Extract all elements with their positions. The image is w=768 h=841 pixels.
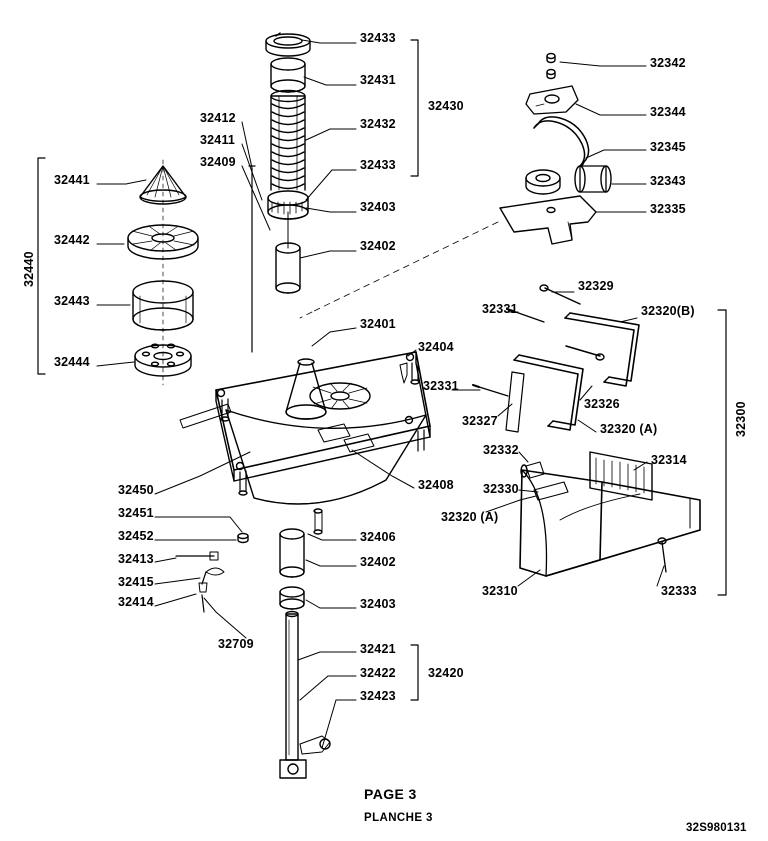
callout-32441: 32441 <box>54 173 90 187</box>
callout-32452: 32452 <box>118 529 154 543</box>
callout-32443: 32443 <box>54 294 90 308</box>
callout-32406: 32406 <box>360 530 396 544</box>
callout-32432: 32432 <box>360 117 396 131</box>
callout-32401: 32401 <box>360 317 396 331</box>
callout-32402-upper: 32402 <box>360 239 396 253</box>
callout-32331-left: 32331 <box>423 379 459 393</box>
callout-32402-lower: 32402 <box>360 555 396 569</box>
callout-32329: 32329 <box>578 279 614 293</box>
callout-32423: 32423 <box>360 689 396 703</box>
page-subtitle: PLANCHE 3 <box>364 812 433 824</box>
callout-32331-right: 32331 <box>482 302 518 316</box>
callout-32403-upper: 32403 <box>360 200 396 214</box>
callout-32420-group: 32420 <box>428 666 464 680</box>
callout-32310: 32310 <box>482 584 518 598</box>
callout-32450: 32450 <box>118 483 154 497</box>
callout-32314: 32314 <box>651 453 687 467</box>
callout-32430-group: 32430 <box>428 99 464 113</box>
callout-32431: 32431 <box>360 73 396 87</box>
page-title: PAGE 3 <box>364 786 417 802</box>
document-code: 32S980131 <box>686 822 747 834</box>
callout-32451: 32451 <box>118 506 154 520</box>
callout-32345: 32345 <box>650 140 686 154</box>
callout-32327: 32327 <box>462 414 498 428</box>
callout-32330: 32330 <box>483 482 519 496</box>
callout-32412: 32412 <box>200 111 236 125</box>
callout-32415: 32415 <box>118 575 154 589</box>
callout-32326: 32326 <box>584 397 620 411</box>
callout-32335: 32335 <box>650 202 686 216</box>
callout-32442: 32442 <box>54 233 90 247</box>
callout-32440-group: 32440 <box>22 251 36 287</box>
callout-32444: 32444 <box>54 355 90 369</box>
callout-32422: 32422 <box>360 666 396 680</box>
callout-32300-group: 32300 <box>734 401 748 437</box>
callout-32342: 32342 <box>650 56 686 70</box>
callout-32320-b: 32320(B) <box>641 304 695 318</box>
callout-32411: 32411 <box>200 133 236 147</box>
callout-32403-lower: 32403 <box>360 597 396 611</box>
callout-32433-lower: 32433 <box>360 158 396 172</box>
callout-32344: 32344 <box>650 105 686 119</box>
callout-32709: 32709 <box>218 637 254 651</box>
callout-32414: 32414 <box>118 595 154 609</box>
callout-32332: 32332 <box>483 443 519 457</box>
callout-32408: 32408 <box>418 478 454 492</box>
callout-32409: 32409 <box>200 155 236 169</box>
callout-32333: 32333 <box>661 584 697 598</box>
callout-32320-a-upper: 32320 (A) <box>600 422 658 436</box>
callout-32421: 32421 <box>360 642 396 656</box>
callout-32343: 32343 <box>650 174 686 188</box>
callout-32413: 32413 <box>118 552 154 566</box>
callout-32404: 32404 <box>418 340 454 354</box>
callout-32320-a-lower: 32320 (A) <box>441 510 499 524</box>
callout-32433-top: 32433 <box>360 31 396 45</box>
